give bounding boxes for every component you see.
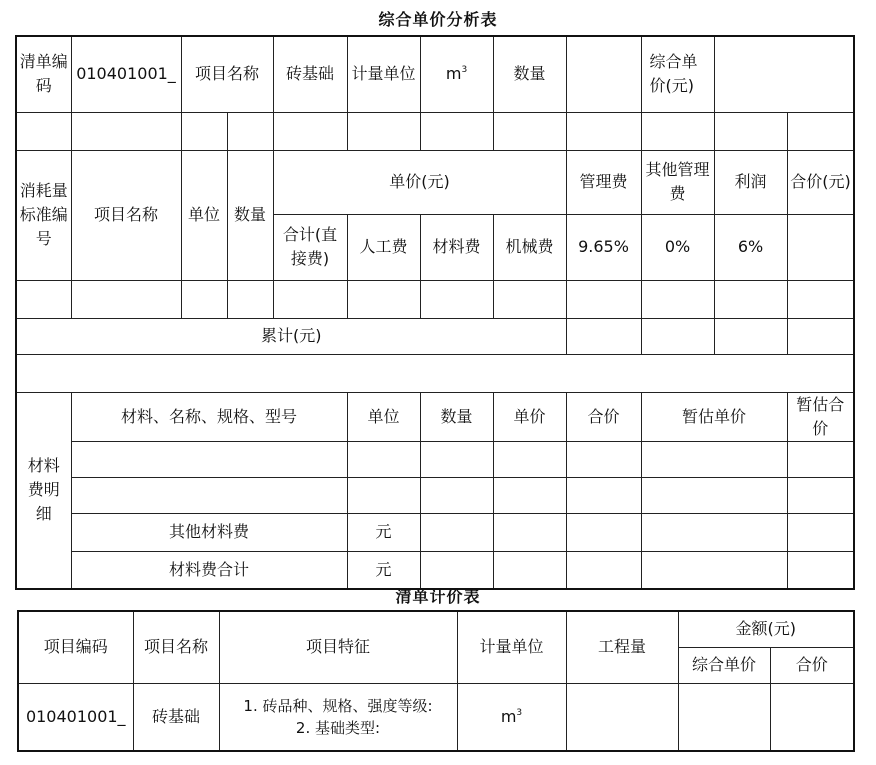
material-total-header: 合价 xyxy=(566,392,641,441)
blank-cell[interactable] xyxy=(227,112,273,150)
estimated-unit-price-header: 暂估单价 xyxy=(641,392,787,441)
data-cell[interactable] xyxy=(787,280,854,318)
estimated-total-header: 暂估合价 xyxy=(787,392,854,441)
data-cell[interactable] xyxy=(16,280,71,318)
blank-cell[interactable] xyxy=(566,112,641,150)
material-name-spec-header: 材料、名称、规格、型号 xyxy=(71,392,347,441)
blank-cell[interactable] xyxy=(641,112,714,150)
spacer-row xyxy=(16,354,854,392)
item-name-header: 项目名称 xyxy=(71,150,181,280)
quantity-cell[interactable] xyxy=(566,36,641,112)
boq-data-row xyxy=(18,683,854,751)
management-fee-header: 管理费 xyxy=(566,150,641,214)
bill-info-row xyxy=(16,36,854,112)
material-cell[interactable] xyxy=(347,477,420,513)
blank-row xyxy=(16,112,854,150)
material-cell[interactable] xyxy=(641,477,787,513)
unit-header: 单位 xyxy=(181,150,227,280)
boq-amount-header: 金额(元) xyxy=(678,611,854,647)
material-cell[interactable] xyxy=(493,513,566,551)
boq-feature-line-1: 1. 砖品种、规格、强度等级: xyxy=(243,696,433,715)
boq-quantity-header: 工程量 xyxy=(566,611,678,683)
data-cell[interactable] xyxy=(566,280,641,318)
material-unit-price-header: 单价 xyxy=(493,392,566,441)
material-cell[interactable] xyxy=(787,477,854,513)
cumulative-cell[interactable] xyxy=(641,318,714,354)
material-fee-total-label: 材料费合计 xyxy=(71,551,347,589)
measure-unit-value xyxy=(420,36,493,112)
boq-features-header: 项目特征 xyxy=(219,611,457,683)
boq-feature-line-2: 2. 基础类型: xyxy=(295,718,381,737)
measure-unit-label: 计量单位 xyxy=(347,36,420,112)
other-material-fee-unit: 元 xyxy=(347,513,420,551)
material-cell[interactable] xyxy=(71,441,347,477)
item-name-label: 项目名称 xyxy=(181,36,273,112)
blank-cell[interactable] xyxy=(181,112,227,150)
boq-features-value xyxy=(219,683,457,751)
data-cell[interactable] xyxy=(714,280,787,318)
material-cell[interactable] xyxy=(420,477,493,513)
cumulative-cell[interactable] xyxy=(787,318,854,354)
norm-code-header: 消耗量标准编号 xyxy=(16,150,71,280)
blank-cell[interactable] xyxy=(16,112,71,150)
material-quantity-header: 数量 xyxy=(420,392,493,441)
composite-unit-price-cell[interactable] xyxy=(714,36,854,112)
data-cell[interactable] xyxy=(71,280,181,318)
boq-total-cell[interactable] xyxy=(770,683,854,751)
bill-code-value: 010401001_ xyxy=(71,36,181,112)
material-row xyxy=(16,477,854,513)
material-cell[interactable] xyxy=(787,441,854,477)
composite-unit-price-label: 综合单价(元) xyxy=(641,36,714,112)
material-cell[interactable] xyxy=(566,441,641,477)
blank-cell[interactable] xyxy=(71,112,181,150)
bill-code-label: 清单编码 xyxy=(16,36,71,112)
material-cell[interactable] xyxy=(347,441,420,477)
material-cell[interactable] xyxy=(420,441,493,477)
profit-rate: 6% xyxy=(714,214,787,280)
blank-cell[interactable] xyxy=(714,112,787,150)
boq-quantity-cell[interactable] xyxy=(566,683,678,751)
cumulative-label: 累计(元) xyxy=(16,318,566,354)
material-unit-header: 单位 xyxy=(347,392,420,441)
spacer-cell xyxy=(16,354,854,392)
cumulative-row xyxy=(16,318,854,354)
material-cell[interactable] xyxy=(493,441,566,477)
boq-name-value: 砖基础 xyxy=(133,683,219,751)
unit-base: m xyxy=(500,706,517,726)
material-cost-header: 材料费 xyxy=(420,214,493,280)
material-cell[interactable] xyxy=(641,441,787,477)
blank-cell[interactable] xyxy=(347,112,420,150)
unit-price-analysis-table xyxy=(15,35,855,590)
material-detail-label: 材料费明细 xyxy=(16,392,71,589)
management-fee-rate: 9.65% xyxy=(566,214,641,280)
cumulative-cell[interactable] xyxy=(714,318,787,354)
analysis-table-title: 综合单价分析表 xyxy=(378,10,498,29)
data-cell[interactable] xyxy=(347,280,420,318)
other-material-fee-row xyxy=(16,513,854,551)
boq-name-header: 项目名称 xyxy=(133,611,219,683)
boq-header-row xyxy=(18,611,854,647)
boq-code-value: 010401001_ xyxy=(18,683,133,751)
material-cell[interactable] xyxy=(787,513,854,551)
data-cell[interactable] xyxy=(493,280,566,318)
material-cell[interactable] xyxy=(71,477,347,513)
blank-cell[interactable] xyxy=(420,112,493,150)
data-cell[interactable] xyxy=(641,280,714,318)
boq-unit-header: 计量单位 xyxy=(457,611,566,683)
blank-cell[interactable] xyxy=(493,112,566,150)
quantity-header: 数量 xyxy=(227,150,273,280)
material-cell[interactable] xyxy=(420,513,493,551)
blank-cell[interactable] xyxy=(787,112,854,150)
material-fee-total-unit: 元 xyxy=(347,551,420,589)
unit-superscript: 3 xyxy=(461,65,468,76)
material-row xyxy=(16,441,854,477)
data-cell[interactable] xyxy=(420,280,493,318)
machine-cost-header: 机械费 xyxy=(493,214,566,280)
boq-code-header: 项目编码 xyxy=(18,611,133,683)
quantity-label: 数量 xyxy=(493,36,566,112)
other-management-fee-header: 其他管理费 xyxy=(641,150,714,214)
material-cell[interactable] xyxy=(641,513,787,551)
other-material-fee-label: 其他材料费 xyxy=(71,513,347,551)
boq-total-header: 合价 xyxy=(770,647,854,683)
blank-cell[interactable] xyxy=(273,112,347,150)
boq-unit-value xyxy=(457,683,566,751)
data-cell[interactable] xyxy=(181,280,227,318)
material-cell[interactable] xyxy=(493,477,566,513)
profit-header: 利润 xyxy=(714,150,787,214)
subtotal-header: 合计(直接费) xyxy=(273,214,347,280)
material-header-row xyxy=(16,392,854,441)
boq-table-title: 清单计价表 xyxy=(395,587,481,606)
bill-of-quantities-table xyxy=(17,610,855,752)
material-cell[interactable] xyxy=(566,477,641,513)
unit-base: m xyxy=(445,64,462,84)
total-price-header: 合价(元) xyxy=(787,150,854,214)
data-cell[interactable] xyxy=(273,280,347,318)
other-management-fee-rate: 0% xyxy=(641,214,714,280)
data-cell[interactable] xyxy=(227,280,273,318)
material-cell[interactable] xyxy=(566,513,641,551)
cost-data-row xyxy=(16,280,854,318)
total-price-cell[interactable] xyxy=(787,214,854,280)
item-name-value: 砖基础 xyxy=(273,36,347,112)
boq-unit-price-cell[interactable] xyxy=(678,683,770,751)
boq-unit-price-header: 综合单价 xyxy=(678,647,770,683)
unit-superscript: 3 xyxy=(516,707,523,718)
unit-price-header: 单价(元) xyxy=(273,150,566,214)
labor-cost-header: 人工费 xyxy=(347,214,420,280)
cost-header-row xyxy=(16,150,854,214)
cumulative-cell[interactable] xyxy=(566,318,641,354)
